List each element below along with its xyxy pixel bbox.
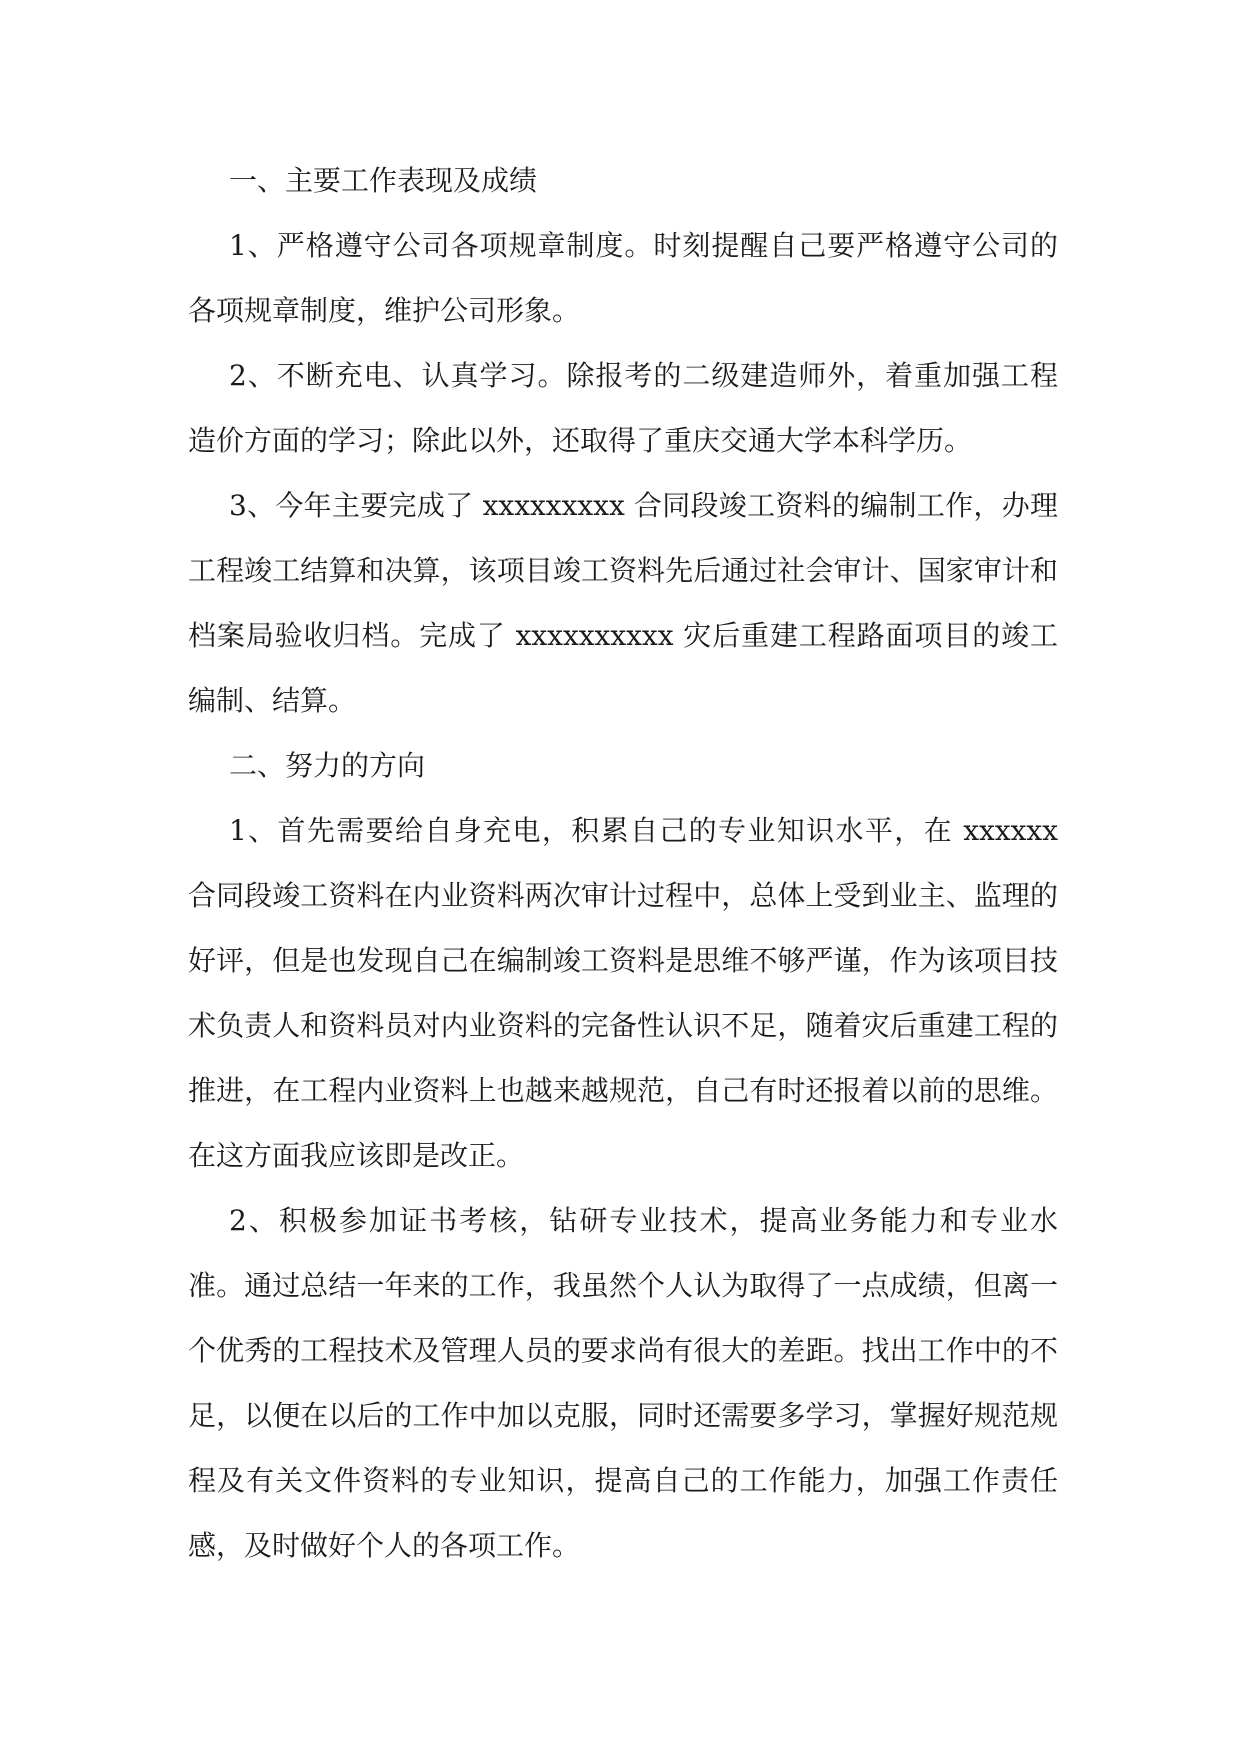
paragraph-item-1: 1、严格遵守公司各项规章制度。时刻提醒自己要严格遵守公司的各项规章制度，维护公司形象。 xyxy=(188,229,1058,327)
paragraph-item-3: 3、今年主要完成了 xxxxxxxxx 合同段竣工资料的编制工作，办理工程竣工结算和决算，该项目竣工资料先后通过社会审计、国家审计和档案局验收归档。完成了 xxxxxxxxxx 灾后重建工程路面项目的竣工编制、结算。 xyxy=(188,489,1058,717)
paragraph-direction-1: 1、首先需要给自身充电，积累自己的专业知识水平，在 xxxxxx 合同段竣工资料在内业资料两次审计过程中，总体上受到业主、监理的好评，但是也发现自己在编制竣工资料是思维不够严谨，作为该项目技术负责人和资料员对内业资料的完备性认识不足，随着灾后重建工程的推进，在工程内业资料上也越来越规范，自己有时还报着以前的思维。在这方面我应该即是改正。 xyxy=(188,814,1058,1172)
document-body xyxy=(188,148,1058,1578)
section-heading-achievements: 一、主要工作表现及成绩 xyxy=(229,164,538,197)
paragraph-direction-2: 2、积极参加证书考核，钻研专业技术，提高业务能力和专业水准。通过总结一年来的工作，我虽然个人认为取得了一点成绩，但离一个优秀的工程技术及管理人员的要求尚有很大的差距。找出工作中的不足，以便在以后的工作中加以克服，同时还需要多学习，掌握好规范规程及有关文件资料的专业知识，提高自己的工作能力，加强工作责任感，及时做好个人的各项工作。 xyxy=(188,1204,1058,1562)
section-heading-direction: 二、努力的方向 xyxy=(229,749,426,782)
paragraph-item-2: 2、不断充电、认真学习。除报考的二级建造师外，着重加强工程造价方面的学习；除此以外，还取得了重庆交通大学本科学历。 xyxy=(188,359,1058,457)
